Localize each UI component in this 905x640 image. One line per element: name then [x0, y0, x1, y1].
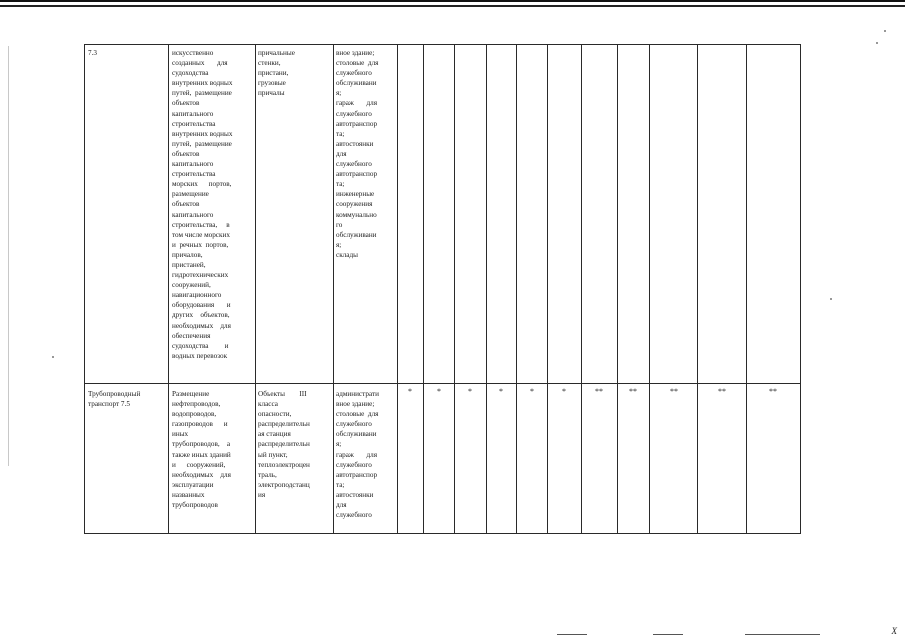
table-rule — [84, 44, 801, 45]
row-code: Трубопроводный транспорт 7.5 — [88, 390, 141, 409]
table-rule — [516, 44, 517, 534]
zone-mark: * — [408, 387, 412, 396]
table-rule — [423, 44, 424, 534]
scan-speck — [52, 356, 54, 358]
table-rule — [84, 44, 85, 534]
row-description: Размещение нефтепроводов, водопроводов, газопроводов и иных трубопроводов, а также иных зданий и сооружений, необходимых для эксплуатации названных трубопроводов — [172, 390, 231, 510]
zone-mark: ** — [769, 387, 777, 396]
row-auxiliary: вное здание; столовые для служебного обслуживани я; гараж для служебного автотранспор та; автостоянки для служебного автотранспор та; инженерные сооружения коммунально го обслуживани я; склады — [336, 49, 379, 259]
scan-dash — [745, 634, 820, 635]
row-separator — [84, 383, 801, 384]
table-rule — [649, 44, 650, 534]
zone-mark: ** — [595, 387, 603, 396]
row-objects: Объекты III класса опасности, распределительн ая станция распределительн ый пункт, теплоэлектроцен траль, электроподстанц ия — [258, 390, 310, 499]
table-rule — [168, 44, 169, 534]
page-corner-mark: Х — [891, 626, 897, 636]
table-rule — [454, 44, 455, 534]
row-auxiliary: администрати вное здание; столовые для служебного обслуживани я; гараж для служебного автотранспор та; автостоянки для служебного — [336, 390, 379, 520]
table-rule — [800, 44, 801, 534]
table-rule — [486, 44, 487, 534]
table-rule — [333, 44, 334, 534]
zone-mark: * — [562, 387, 566, 396]
zone-mark: ** — [629, 387, 637, 396]
row-objects: причальные стенки, пристани, грузовые причалы — [258, 49, 295, 98]
scan-speck — [830, 298, 832, 300]
row-description: искусственно созданных для судоходства внутренних водных путей, размещение объектов капитального строительства внутренних водных путей, размещение объектов капитального строительства морских портов, размещение объектов капитального строительства, в том числе морских и речных портов, причалов, пристаней, гидротехнических сооружений, навигационного оборудования и других объектов, необходимых для обеспечения судоходства и водных перевозок — [172, 49, 233, 360]
scan-speck — [876, 42, 878, 44]
table-rule — [581, 44, 582, 534]
zone-mark: ** — [718, 387, 726, 396]
table-rule — [84, 533, 801, 534]
table-rule — [255, 44, 256, 534]
zone-mark: * — [468, 387, 472, 396]
zone-mark: * — [530, 387, 534, 396]
scan-dash — [653, 634, 683, 635]
zone-mark: ** — [670, 387, 678, 396]
scan-speck — [884, 30, 886, 32]
row-code: 7.3 — [88, 49, 97, 57]
table-rule — [547, 44, 548, 534]
table-rule — [397, 44, 398, 534]
zone-mark: * — [437, 387, 441, 396]
zone-mark: * — [499, 387, 503, 396]
table-rule — [746, 44, 747, 534]
table-rule — [697, 44, 698, 534]
scan-dash — [557, 634, 587, 635]
table-rule — [617, 44, 618, 534]
